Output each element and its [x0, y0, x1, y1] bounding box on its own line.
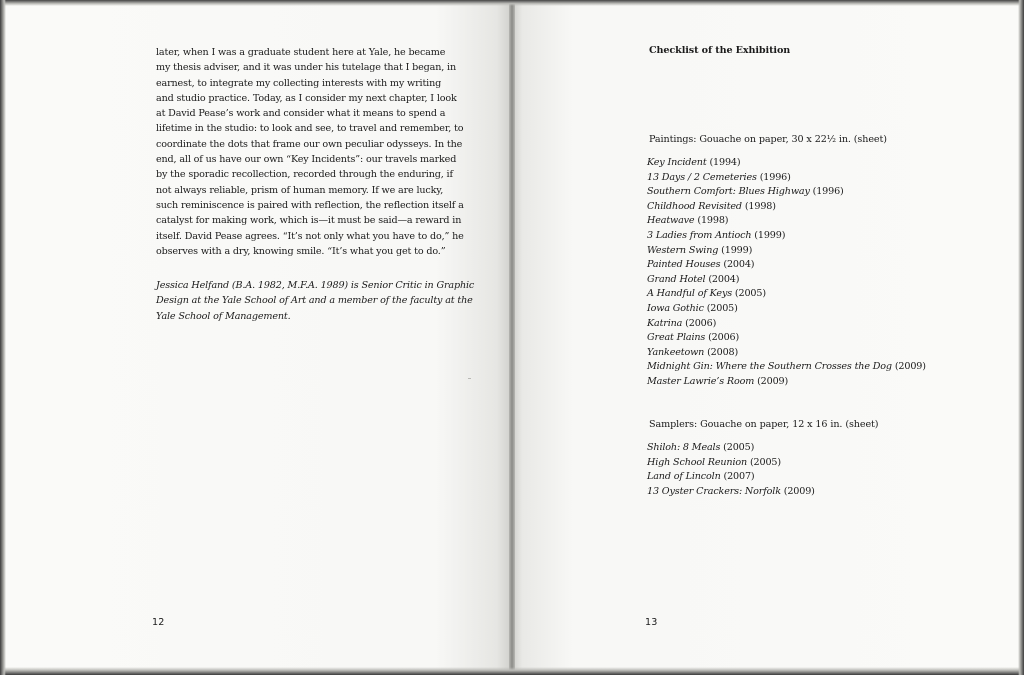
work-year: (1999): [721, 244, 753, 256]
essay-line: by the sporadic recollection, recorded through the enduring, if: [156, 169, 453, 181]
work-title: Iowa Gothic: [647, 302, 704, 314]
work-year: (2005): [723, 442, 755, 453]
work-year: (2007): [723, 471, 755, 483]
checklist-item: [647, 273, 926, 288]
work-year: (2005): [734, 288, 766, 300]
work-year: (2006): [685, 317, 717, 329]
checklist-item: [647, 171, 926, 186]
paintings-heading: Paintings: Gouache on paper, 30 x 22½ in. (sheet): [649, 134, 887, 145]
essay-text: [156, 45, 486, 259]
bio-line: Design at the Yale School of Art and a member of the faculty at the: [156, 295, 473, 307]
essay-line: later, when I was a graduate student here at Yale, he became: [156, 47, 446, 58]
essay-line: not always reliable, prism of human memory. If we are lucky,: [156, 184, 444, 196]
essay-line: lifetime in the studio: to look and see, to travel and remember, to: [156, 123, 464, 135]
work-title: Painted Houses: [647, 259, 721, 271]
paintings-list: [647, 156, 926, 390]
checklist-item: [647, 287, 926, 302]
work-year: (2009): [783, 485, 815, 497]
work-year: (2009): [894, 361, 926, 373]
work-year: (1996): [759, 171, 791, 183]
checklist-title: Checklist of the Exhibition: [649, 45, 791, 56]
work-title: Grand Hotel: [647, 273, 706, 285]
work-title: Shiloh: 8 Meals: [647, 442, 721, 453]
bottom-edge-shadow: [0, 667, 1024, 675]
work-title: Midnight Gin: Where the Southern Crosses the Dog: [647, 361, 892, 373]
work-title: Yankeetown: [647, 346, 705, 358]
work-title: Western Swing: [647, 244, 719, 256]
top-edge-shadow: [0, 0, 1024, 6]
right-edge-shadow: [1018, 0, 1024, 675]
work-year: (2005): [749, 456, 781, 468]
work-title: 13 Oyster Crackers: Norfolk: [647, 485, 781, 497]
essay-line: such reminiscence is paired with reflection, the reflection itself a: [156, 199, 464, 211]
essay-line: and studio practice. Today, as I consider my next chapter, I look: [156, 92, 457, 104]
work-title: Great Plains: [647, 332, 706, 344]
checklist-item: [647, 360, 926, 375]
checklist-item: [647, 229, 926, 244]
work-title: Land of Lincoln: [647, 471, 721, 483]
checklist-item: [647, 331, 926, 346]
work-title: Southern Comfort: Blues Highway: [647, 186, 810, 198]
checklist-item: [647, 346, 926, 361]
checklist-item: [647, 185, 926, 200]
work-year: (2006): [708, 332, 740, 344]
left-edge-shadow: [0, 0, 6, 675]
work-year: (2004): [723, 259, 755, 271]
checklist-item: [647, 485, 815, 500]
essay-line: earnest, to integrate my collecting interests with my writing: [156, 77, 442, 89]
essay-line: end, all of us have our own “Key Incidents”: our travels marked: [156, 154, 457, 166]
essay-line: my thesis adviser, and it was under his tutelage that I began, in: [156, 62, 456, 74]
essay-line: catalyst for making work, which is—it must be said—a reward in: [156, 215, 462, 227]
work-title: 3 Ladies from Antioch: [647, 229, 752, 241]
samplers-heading: Samplers: Gouache on paper, 12 x 16 in. (sheet): [649, 419, 879, 430]
work-year: (2004): [708, 273, 740, 285]
checklist-item: [647, 470, 815, 485]
samplers-list: [647, 441, 815, 499]
checklist-item: [647, 258, 926, 273]
checklist-item: [647, 156, 926, 171]
page-number-right: 13: [645, 617, 658, 628]
checklist-item: [647, 441, 815, 456]
work-year: (2009): [757, 375, 789, 387]
paper-speck: [468, 378, 471, 379]
work-year: (2005): [706, 302, 738, 314]
essay-line: itself. David Pease agrees. “It’s not only what you have to do,” he: [156, 230, 464, 242]
essay-line: at David Pease’s work and consider what it means to spend a: [156, 108, 446, 120]
work-title: Key Incident: [647, 157, 707, 168]
work-year: (2008): [707, 346, 739, 358]
work-title: 13 Days / 2 Cemeteries: [647, 171, 757, 183]
right-page: [512, 0, 1024, 675]
work-title: A Handful of Keys: [647, 288, 732, 300]
author-bio: [156, 278, 486, 324]
work-year: (1996): [812, 186, 844, 198]
checklist-item: [647, 375, 926, 390]
checklist-item: [647, 317, 926, 332]
checklist-item: [647, 214, 926, 229]
checklist-item: [647, 302, 926, 317]
bio-line: Jessica Helfand (B.A. 1982, M.F.A. 1989) is Senior Critic in Graphic: [156, 280, 475, 291]
essay-line: observes with a dry, knowing smile. “It’s what you get to do.”: [156, 245, 446, 257]
work-title: Katrina: [647, 317, 683, 329]
page-number-left: 12: [152, 617, 165, 628]
work-year: (1998): [697, 215, 729, 227]
work-year: (1994): [709, 157, 741, 168]
work-title: High School Reunion: [647, 456, 748, 468]
work-title: Childhood Revisited: [647, 200, 742, 212]
checklist-item: [647, 456, 815, 471]
work-year: (1999): [754, 229, 786, 241]
work-title: Master Lawrie’s Room: [647, 375, 755, 387]
work-title: Heatwave: [647, 215, 695, 227]
checklist-item: [647, 244, 926, 259]
essay-line: coordinate the dots that frame our own peculiar odysseys. In the: [156, 138, 463, 150]
work-year: (1998): [744, 200, 776, 212]
book-gutter: [509, 0, 515, 675]
bio-line: Yale School of Management.: [156, 310, 291, 322]
checklist-item: [647, 200, 926, 215]
